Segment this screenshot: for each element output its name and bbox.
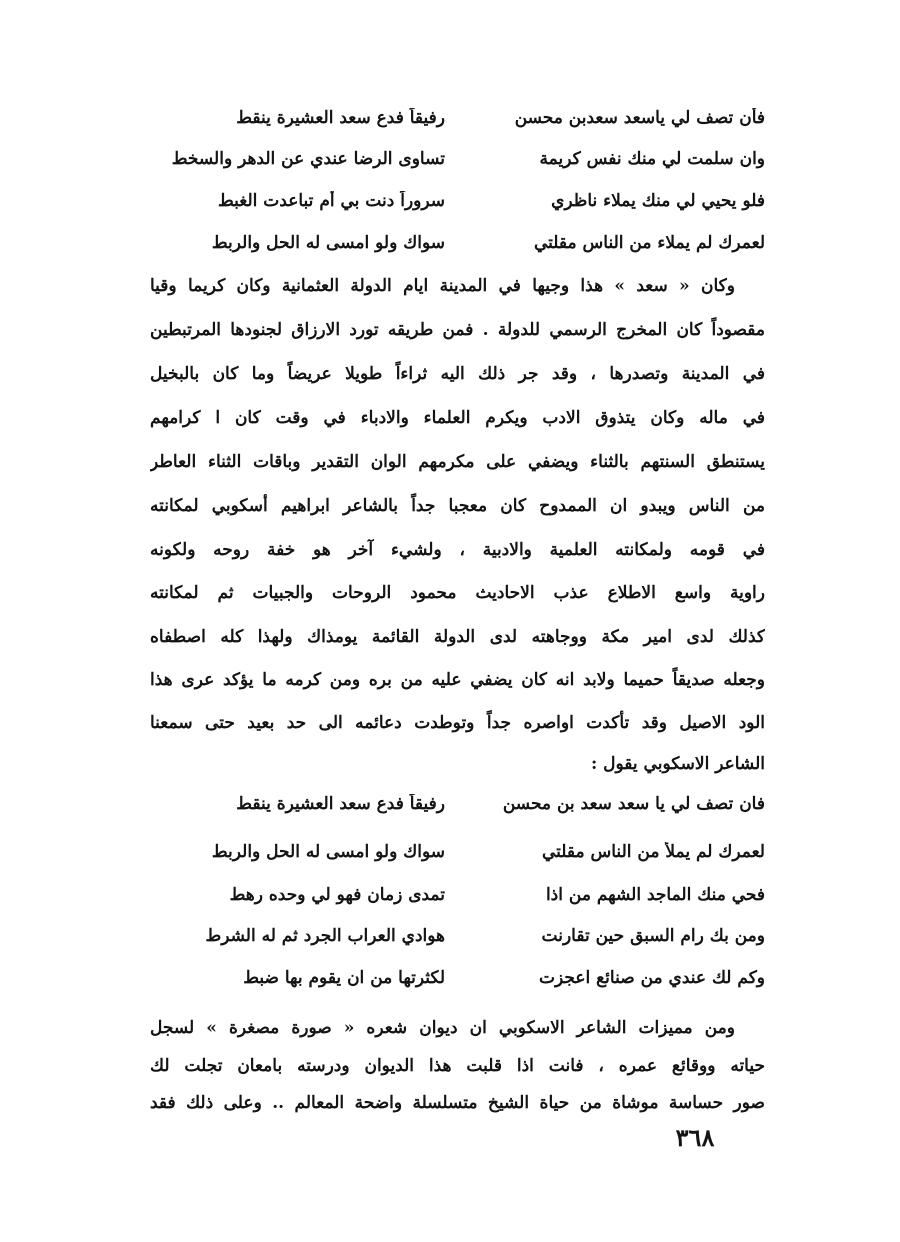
verse-second-hemistich: رفيقاً فدع سعد العشيرة ينقط: [236, 108, 445, 128]
prose-line: في ماله وكان يتذوق الادب ويكرم العلماء والادباء في وقت كان ا كرامهم: [150, 408, 765, 428]
verse-second-hemistich: سروراً دنت بي أم تباعدت الغبط: [218, 191, 445, 211]
verse-second-hemistich: سواك ولو امسى له الحل والربط: [211, 233, 445, 253]
verse-line: [150, 832, 765, 872]
prose-line: صور حساسة موشاة من حياة الشيخ متسلسلة واضحة المعالم .. وعلى ذلك فقد: [150, 1093, 765, 1113]
verse-first-hemistich: لعمرك لم يملأ من الناس مقلتي: [541, 842, 765, 862]
verse-line: [150, 139, 765, 179]
verse-first-hemistich: وان سلمت لي منك نفس كريمة: [539, 149, 765, 169]
verse-line: [150, 958, 765, 998]
prose-line: وجعله صديقاً حميما ولابد انه كان يضفي عليه من بره ومن كرمه ما يؤكد عرى هذا: [150, 670, 765, 690]
verse-line: [150, 875, 765, 915]
verse-second-hemistich: لكثرتها من ان يقوم بها ضبط: [243, 968, 445, 988]
verse-first-hemistich: ومن بك رام السبق حين تقارنت: [541, 926, 765, 946]
prose-line: في المدينة وتصدرها ، وقد جر ذلك اليه ثراءاً طويلا عريضاً وما كان بالبخيل: [150, 364, 765, 384]
verse-second-hemistich: سواك ولو امسى له الحل والربط: [211, 842, 445, 862]
verse-second-hemistich: هوادي العراب الجرد ثم له الشرط: [205, 926, 445, 946]
verse-first-hemistich: فلو يحيي لي منك يملاء ناظري: [551, 191, 765, 211]
verse-first-hemistich: فحي منك الماجد الشهم من اذا: [545, 885, 765, 905]
verse-first-hemistich: فان تصف لي يا سعد سعد بن محسن: [502, 794, 765, 814]
verse-line: [150, 98, 765, 138]
verse-line: [150, 784, 765, 824]
verse-line: [150, 181, 765, 221]
prose-line: ومن مميزات الشاعر الاسكوبي ان ديوان شعره « صورة مصغرة » لسجل: [150, 1018, 735, 1038]
prose-line: مقصوداً كان المخرج الرسمي للدولة . فمن طريقه تورد الارزاق لجنودها المرتبطين: [150, 320, 765, 340]
verse-line: [150, 916, 765, 956]
verse-second-hemistich: تساوى الرضا عندي عن الدهر والسخط: [171, 149, 445, 169]
verse-first-hemistich: لعمرك لم يملاء من الناس مقلتي: [533, 233, 765, 253]
prose-line: كذلك لدى امير مكة ووجاهته لدى الدولة القائمة يومذاك ولهذا كله اصطفاه: [150, 627, 765, 647]
verse-first-hemistich: وكم لك عندي من صنائع اعجزت: [538, 968, 765, 988]
prose-line: راوية واسع الاطلاع عذب الاحاديث محمود الروحات والجبيات ثم لمكانته: [150, 583, 765, 603]
prose-line: الشاعر الاسكوبي يقول :: [590, 754, 765, 774]
verse-second-hemistich: رفيقاً فدع سعد العشيرة ينقط: [236, 794, 445, 814]
prose-line: وكان « سعد » هذا وجيها في المدينة ايام الدولة العثمانية وكان كريما وقيا: [150, 276, 735, 296]
prose-line: حياته ووقائع عمره ، فانت اذا قلبت هذا الديوان ودرسته بامعان تجلت لك: [150, 1056, 765, 1076]
prose-line: يستنطق السنتهم بالثناء ويضفي على مكرمهم الوان التقدير وباقات الثناء العاطر: [150, 452, 765, 472]
verse-line: [150, 223, 765, 263]
verse-second-hemistich: تمدى زمان فهو لي وحده رهط: [229, 885, 445, 905]
prose-line: في قومه ولمكانته العلمية والادبية ، ولشيء آخر هو خفة روحه ولكونه: [150, 540, 765, 560]
prose-line: من الناس ويبدو ان الممدوح كان معجبا جداً بالشاعر ابراهيم أسكوبي لمكانته: [150, 496, 765, 516]
verse-first-hemistich: فأن تصف لي ياسعد سعدبن محسن: [514, 108, 765, 128]
page-number: ٣٦٨: [675, 1123, 715, 1152]
prose-line: الود الاصيل وقد تأكدت اواصره جداً وتوطدت دعائمه الى حد بعيد حتى سمعنا: [150, 713, 765, 733]
